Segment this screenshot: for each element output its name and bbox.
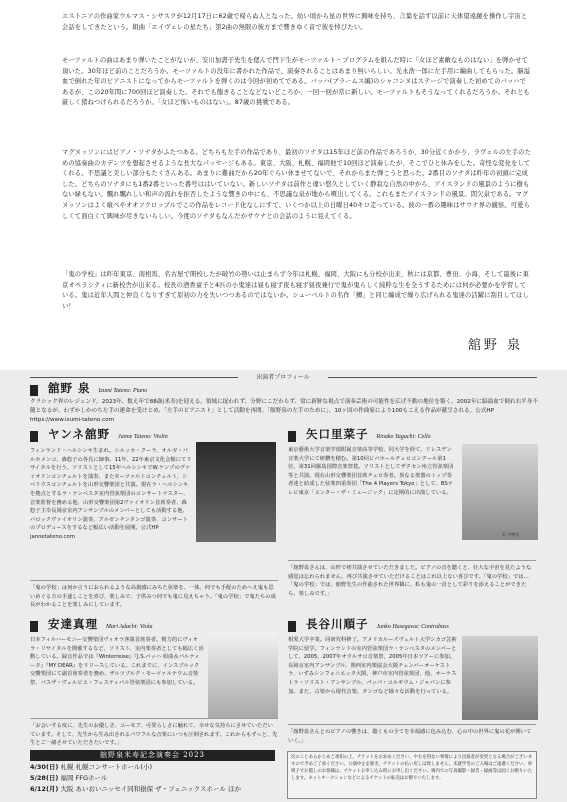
concert-city: 札幌 [60, 763, 74, 771]
concert-title: 舘野泉米寿記念演奏会 2023 [30, 750, 275, 761]
performer-quote: 「舘野泉さんは、山形で初共演させていただきました。ピアノの音を聴くと、壮大な宇宙を見たような感覚は忘れられません。再び共演させていただけることはこれ以上ない喜びです。「鬼の学校」では…「鬼の学校」では、舘野先生の作曲された世界観に、私も鬼の一員として彩りを添えることができたら、楽しみです。」 [288, 560, 536, 598]
performer-name: 舘野 泉 [48, 381, 91, 395]
concert-date-row [30, 773, 107, 784]
performer-quote: 「鬼の学校」は何か言うにおられるような高揚感にみちた弦楽を。一体、何でも手配のためへえ鬼も思いめぐる方の手遂しことを喜び、楽しみで、子供みつ何でも鬼に見えちゃう。「鬼の学校」で鬼たちの成長がわかることを楽しみにしています。 [30, 580, 278, 610]
performer-header [288, 618, 449, 632]
performer-header [30, 382, 147, 396]
concert-date-row [30, 762, 152, 773]
performer-role: Rinako Yaguchi: Cello [376, 434, 431, 440]
performer-photo [208, 632, 278, 718]
performer-name: 長谷川順子 [306, 617, 369, 631]
performer-bio: 相愛大学卒業。同研究科修了。アメリカルーズヴェルト大学シカゴ芸術学院に留学。フィンランドの室内管弦楽団ラ・テンペスタのメンバーとして、2005、2007年オウルサロ音楽祭、2005年日本ツアーに参加。長岡京室内アンサンブル、関西室内楽協会大阪チェンバーオーケストラ、いずみシンフォニエッタ大阪、神戸市室内管弦楽団、他、オーケストラ・ソリスト・アンサンブル、パッパ・コルギウム・ジャパンに参加。また、古楽から現代音楽、タンゴなど様々な活動を行っている。 [288, 637, 457, 695]
performer-header [30, 618, 152, 632]
performer-role: Mari Adachi: Viola [106, 624, 153, 630]
profiles-title: 出演者プロフィール [238, 372, 328, 381]
performer-role: Izumi Tateno: Piano [98, 388, 148, 394]
essay-signature: 舘野 泉 [467, 338, 523, 353]
marker-icon [30, 621, 38, 632]
concert-date: 6/12(月) [30, 785, 59, 793]
ticket-notes: 次のことあらかじめご承知の上、チケットをお求めください。やむを得ない事情により出演者が変更となる場合がございますので予めご了承ください。公演中止を除き、チケットの払い戻しは致しません。未就学児のご入場はご遠慮ください。車椅子でお越しのお客様は、チケットお申し込み時にお申し出ください。場内での写真撮影・録音・録画等は固くお断りいたします。ネットオークションなどによるチケットの転売はお断りいたします。 [287, 751, 537, 799]
essay-paragraph: エストニアの作曲家ウルマス・シサスクが12月17日に62歳で帰らぬ人となった。幼い頃から星の世界に興味を持ち、言葉を話す以前に天体望遠鏡を操作し宇宙と会話をしてきたという。組曲「エイヴェレの星たち」第2曲の無限の彼方まで響きゆく音で彼を悼びたい。 [62, 13, 528, 31]
concert-city: 大阪 [60, 785, 74, 793]
performer-bio: 東京藝術大学音楽学部附属音楽高等学校、同大学を経て、ドレスデン音楽大学にて研鑽を積む。第10回ビバホールチェロコンクール第1位、第31回霧島国際音楽祭賞。ソリストとしてザクセン州立管弦楽団等と共演。現在山形交響楽団首席チェロ奏者。異なる楽器のトップ奏者達と結成した弦楽四重奏団「The 4 Players Tokyo」として、BSテレビ東京「エンター・ザ・ミュージック」に定期的に出演している。 [288, 447, 454, 496]
photo-caption: © 平磨等 [502, 532, 520, 537]
essay-paragraph: モーツァルトの曲はあまり弾いたことがないが、安川加壽子先生を偲んで門下生がモーツァルト・プログラムを組んだ時に「女ほど素敵なものはない」を弾かせて頂いた。30年ほど前のことだろうか。モーツァルトの没年に書かれた作品で、演奏されることはあまり無いらしい。光永浩一郎に左手用に編曲してもらった。脳溢血で倒れた年のピアニストになってからモーツァルトを弾くのは今回が初めてである。バッハ(ブラームス編)のシャコンヌはステージで演奏した初めてのバッハであるが、この20年間に700回ほど演奏した。それでも飽きることなどないどころか、一回一回が常に新しい。モーツァルトもそうなってくれるだろうか。それとも厳しく猪ねつけられるだろうか。「女ほど怖いものはない」。87歳の挑戦である。 [62, 57, 531, 107]
concert-date-row [30, 784, 241, 795]
performer-photo [196, 442, 276, 542]
concert-date: 4/30(日) [30, 763, 59, 771]
performer-header [30, 428, 168, 442]
marker-icon [30, 385, 38, 396]
performer-role: Junko Hasegawa: Contrabass [376, 624, 449, 630]
concert-city: 福岡 [60, 774, 74, 782]
performer-name: 安達真理 [48, 617, 98, 631]
concert-venue: 札幌コンサートホール(小) [75, 763, 152, 771]
performer-photo [462, 444, 538, 540]
performer-name: 矢口里菜子 [306, 427, 369, 441]
concert-date: 5/28(日) [30, 774, 59, 782]
performer-name: ヤンネ舘野 [48, 427, 111, 441]
performer-quote: 「舘野泉さんとのピアノの響きは、聴くもの全てを幸福感に包み込む、心の中の世界に鬼の花が開いていく。」 [288, 724, 536, 745]
concert-venue: あいおいニッセイ同和損保 ザ・フェニックスホール ほか [75, 785, 241, 793]
marker-icon [30, 431, 38, 442]
essay-paragraph: 「鬼の学校」は昨年東京、南相馬、名古屋で開校したが破竹の勢いは止まらず今年は札幌、福岡、大阪にも分校が出来、秋には京都、豊田、小海、そして最後に東京オペラシティに新校舎が出来る。校長の酒香童子と4匹の小鬼達は昼も寝ず夜も寝ず昼夜兼行で鬼が鬼らしく純粋な生を全うするためには何が必要かを学習している。鬼は近年人間と仲良くなりすぎて原初の力を失いつつあるのではないか。シューベルトの名作「鱒」と同じ編成で繰り広げられる鬼達の活躍に刮目してほしい！ [62, 271, 529, 310]
concert-venue: FFGホール [75, 774, 108, 782]
performer-header [288, 428, 431, 442]
performer-bio: フィンランド・ヘルシンキ生まれ。シルッカ・クーラ、オルガ・パルホメンコ、森悠子の各氏に師事。11年、22年東京文化会館にてリサイタルを行う。ソリストとして15年ヘルシンキでW.ケンプのヴァイオリンコンチェルトを演奏、またモーツァルトコンチェルト、シベリウスコンチェルトを山形交響楽団と共演。現在ラ・ヘルシンキを拠点とするラ・テンペスタ室内管弦楽団のコンサートマスター、音楽監督を務める他、山形交響楽団第2ヴァイオリン首席奏者、森悠子主宰長岡京室内アンサンブルのメンバーとしても活動する他、バロックヴァイオリン演奏、アルゼンチンタンゴ演奏、コンサートのプロデュースをするなど幅広い活動を展開。公式HP jannetateno.com [30, 448, 192, 540]
marker-icon [288, 621, 296, 632]
performer-bio: 日本フィルハーモニー交響楽団ヴィオラ客演首席奏者。精力的にヴィオラ・リサイタルを開催するなど、ソリスト、室内楽奏者としても幅広く活動している。録音作品では『Winterreise』『J.S.バッハ 組曲＆パルティータ』『MY DEAR』をリリースしている。これまでに、インスブルック交響楽団にて副首席奏者を務め、ザルツブルク・モーツァルテウム音楽祭、パスザ・ヴェルビエ・フェスティバル管弦楽団にも参加している。 [30, 637, 204, 686]
performer-bio: クラシック界のレジェンド。2023年、数え年で88歳(米寿)を迎える。領域に捉われず、分野にこだわらず、常に新鮮な視点で演奏芸術の可能性を広げ不動の地位を築く。2002年に脳溢血で倒れ右半身不随となるが、わずかしかのち左手の運命を受けとめ、「左手のピアニスト」として活動を再開。「舘野泉の左手のために」、10ヶ国の作曲家により100もこえる作品が献呈される。公式HP https://www.izumi-tateno.com [30, 399, 538, 423]
essay-paragraph: マグヌッソンにはピアノ・ソナタがふたつある。どちらも左手の作品であり、最初のソナタは15年ほど前の作品であろうか、30分近くかかり、ラヴェルの左手のための協奏曲のカデンツを想起させるような長大なパッセージもある。東京、大阪、札幌、福岡他で10回ほど演奏したが、そこでひと休みをした。奇怪な変化をしてくれる。不思議と美しい部分もたくさんある。あまりに難曲だから20年ぐらい休ませてないで、それからまた弾こうと思った。2番目のソナタは昨年の初頭に完成した。どちらのソナタにも1番2番といった番号ははいていない。新しいソナタは前作と違い悠久としていく静寂な自然の中から、アイスランドの風景のように樹もない緑もない。飄れ飄れしい和声の流れを拒否したような響きの中にも、不思議な泉が地から噴出してくる。これもまたアイスランドの風景。間欠泉である。マグヌッソンはよく喰ぺやオオフクロップルでこの作品をレコード化なしにすて、いくつか以上の日曜日40キロ走っている。彼の一番の趣味はサウナ界の観察。可愛らしくて面白くて興味が尽きないらしい。今度のソナタもなんだかサウナとの会話のように見えてくる。 [62, 149, 531, 220]
performer-quote: 「お会いする度に、先生のお優しさ、ユーモア、可愛らしさに触れて、幸せな気持ちにさせていただいています。そして、先生から生み出されるパワフルな音楽にいつも圧倒されます。これからもずっと、先生とご一緒させていただきたいです。」 [30, 718, 278, 748]
marker-icon [288, 431, 296, 442]
performer-role: Janne Tateno: Violin [118, 434, 168, 440]
performer-photo [462, 636, 538, 720]
